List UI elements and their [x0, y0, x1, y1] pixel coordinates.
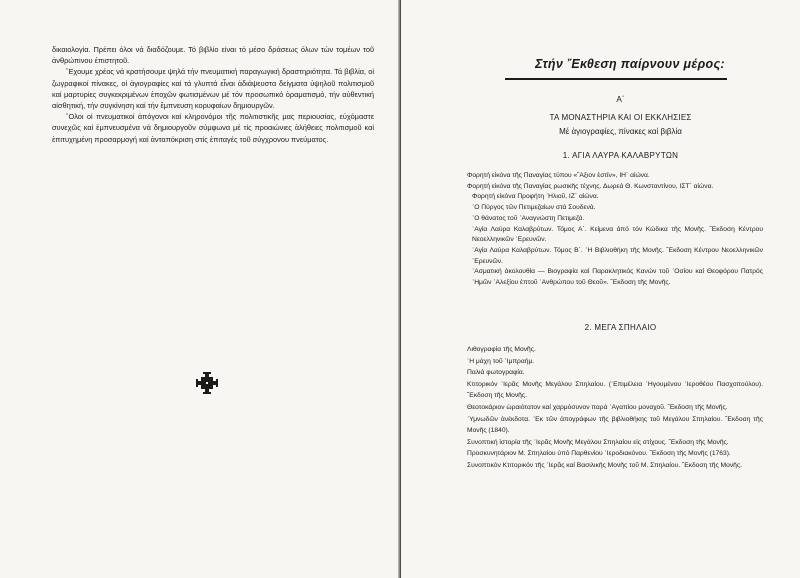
cross-ornament-icon	[196, 372, 218, 394]
list-item: ῾Η μάχη τοῦ ᾿Ιμπραήμ.	[467, 357, 535, 365]
section-subtitle: Μέ ἁγιογραφίες, πίνακες καί βιβλία	[559, 127, 682, 136]
list-item: ῾Αγία Λαύρα Καλαβρύτων. Τόμος Α΄. Κείμενα ἀπό τόν Κώδικα τῆς Μονῆς. ῎Εκδοση Κέντρου Νεοελληνικῶν ᾿Ερευνῶν.	[472, 225, 763, 244]
section-letter: Α΄	[616, 95, 625, 104]
subsection-entries	[467, 171, 763, 289]
list-item: Θεοτοκάριον ὡραιότατον καί χαρμόσυνον παρά ᾿Αγαπίου μοναχοῦ. ῎Εκδοση τῆς Μονῆς.	[467, 403, 728, 411]
section-title: ΤΑ ΜΟΝΑΣΤΗΡΙΑ ΚΑΙ ΟΙ ΕΚΚΛΗΣΙΕΣ	[549, 113, 692, 122]
list-item: ῾Ο θάνατος τοῦ ᾿Αναγνώστη Πετιμεζά.	[472, 214, 585, 222]
list-item: ῾Ο Πύργος τῶν Πετιμεζαίων στά Σουδενά.	[472, 204, 596, 212]
list-item: Φορητή εἰκόνα τῆς Παναγίας τύπου «῎Αξιον ἐστίν», ΙΗ΄ αἰώνα.	[467, 172, 650, 179]
list-item: ῾Υμνωδῶν ἀνέκδοτα. ᾿Εκ τῶν ἀπογράφων τῆς βιβλιοθήκης τοῦ Μεγάλου Σπηλαίου. ῎Εκδοση τῆς Μονῆς (1840).	[467, 415, 763, 435]
left-page-text	[52, 44, 374, 145]
subsection-title: 1. ΑΓΙΑ ΛΑΥΡΑ ΚΑΛΑΒΡΥΤΩΝ	[562, 151, 679, 160]
list-item: ῾Αγία Λαύρα Καλαβρύτων. Τόμος Β΄. ῾Η Βιβλιοθήκη τῆς Μονῆς. ῎Εκδοση Κέντρου Νεοελληνικῶν ᾿Ερευνῶν.	[472, 246, 763, 265]
list-item: Φορητή εἰκόνα τῆς Παναγίας ρωσικῆς τέχνης. Δωρεά Θ. Κωνσταντίνου, ΙΣΤ΄ αἰώνα.	[467, 182, 714, 190]
list-item: Προσκυνητάριον Μ. Σπηλαίου ὑπό Παρθενίου ῾Ιεροδιακόνου. ῎Εκδοση τῆς Μονῆς (1763).	[467, 450, 731, 458]
list-item: ᾿Ασματική ἀκολουθία — Βιογραφία καί Παρακλητικός Κανών τοῦ ῾Οσίου καί Θεοφόρου Πατρός ῾Ημῶν ᾿Αλεξίου ἐπτοῦ ᾿Ανθρώπου τοῦ Θεοῦ». ῎Εκδοση τῆς Μονῆς.	[472, 268, 763, 287]
list-item: Παλιά φωτογραφία.	[467, 369, 525, 377]
list-item: Φορητή εἰκόνα Προφήτη ῾Ηλιοῦ, ΙΖ΄ αἰώνα.	[472, 193, 599, 201]
subsection-title: 2. ΜΕΓΑ ΣΠΗΛΑΙΟ	[584, 323, 657, 332]
list-item: Λιθογραφία τῆς Μονῆς.	[467, 346, 536, 353]
heading-underline	[505, 78, 727, 80]
left-paragraph: ῞Ολοι οἱ πνευματικοί ἀπόγονοι καί κληρονόμοι τῆς πολιτιστικῆς μας περιουσίας, εὐχόμαστε συνεχῶς καί ἐμπνευσμένα νά δημιουργοῦν σύμφωνα μέ τίς προαιώνιες ἀλήθειες πολιτισμοῦ καί ἐπιτυχημένη προσαρμογή καί ἀνταπόκριση στίς ἐπιταγές τοῦ σύγχρονου πνεύματος.	[52, 112, 374, 144]
right-page	[401, 0, 800, 578]
list-item: Κτιτορικόν ῾Ιερᾶς Μονῆς Μεγάλου Σπηλαίου. (᾿Επιμέλεια ῾Ηγουμένου ῾Ιεροθέου Πασχοπούλου). ῎Εκδοση τῆς Μονῆς.	[467, 380, 763, 400]
left-paragraph: δικαιολογία. Πρέπει όλοι νά διαδόζουμε. Τό βιβλίο είναι τό μέσο δράσεως όλων τών τομέων τοῦ ἀνθρώπινου ἐπιστητοῦ.	[52, 45, 374, 66]
page-heading: Στήν ῎Εκθεση παίρνουν μέρος:	[535, 57, 725, 71]
list-item: Συνοπτικόν Κτιτορικόν τῆς ῾Ιερᾶς καί Βασιλικῆς Μονῆς τοῦ Μ. Σπηλαίου. ῎Εκδοση τῆς Μονῆς.	[467, 461, 742, 469]
left-paragraph: ῞Εχουμε χρέος νά κρατήσουμε ψηλά τήν πνευματική παραγωγική δραστηριότητα. Τά βιβλία, οἱ ζωγραφικοί πίνακες, οἱ ἁγιογραφίες καί τά γλυπτά εἶναι ἀδιάψευστα δείγματα ὑψηλοῦ πολιτισμοῦ καί μαρτυρίες συγκεκριμένων ἐποχῶν φωτισμένων μέ τόν προσωπικό ὁραματισμό, τήν αὐθεντική αἰσθητική, τήν συγκίνηση καί τήν ἔμπνευση κορυφαίων δημιουργῶν.	[52, 67, 374, 111]
subsection-entries	[467, 344, 763, 472]
list-item: Συνοπτική ἱστορία τῆς ῾Ιερᾶς Μονῆς Μεγάλου Σπηλαίου εἰς στίχους. ῎Εκδοση τῆς Μονῆς.	[467, 438, 729, 446]
